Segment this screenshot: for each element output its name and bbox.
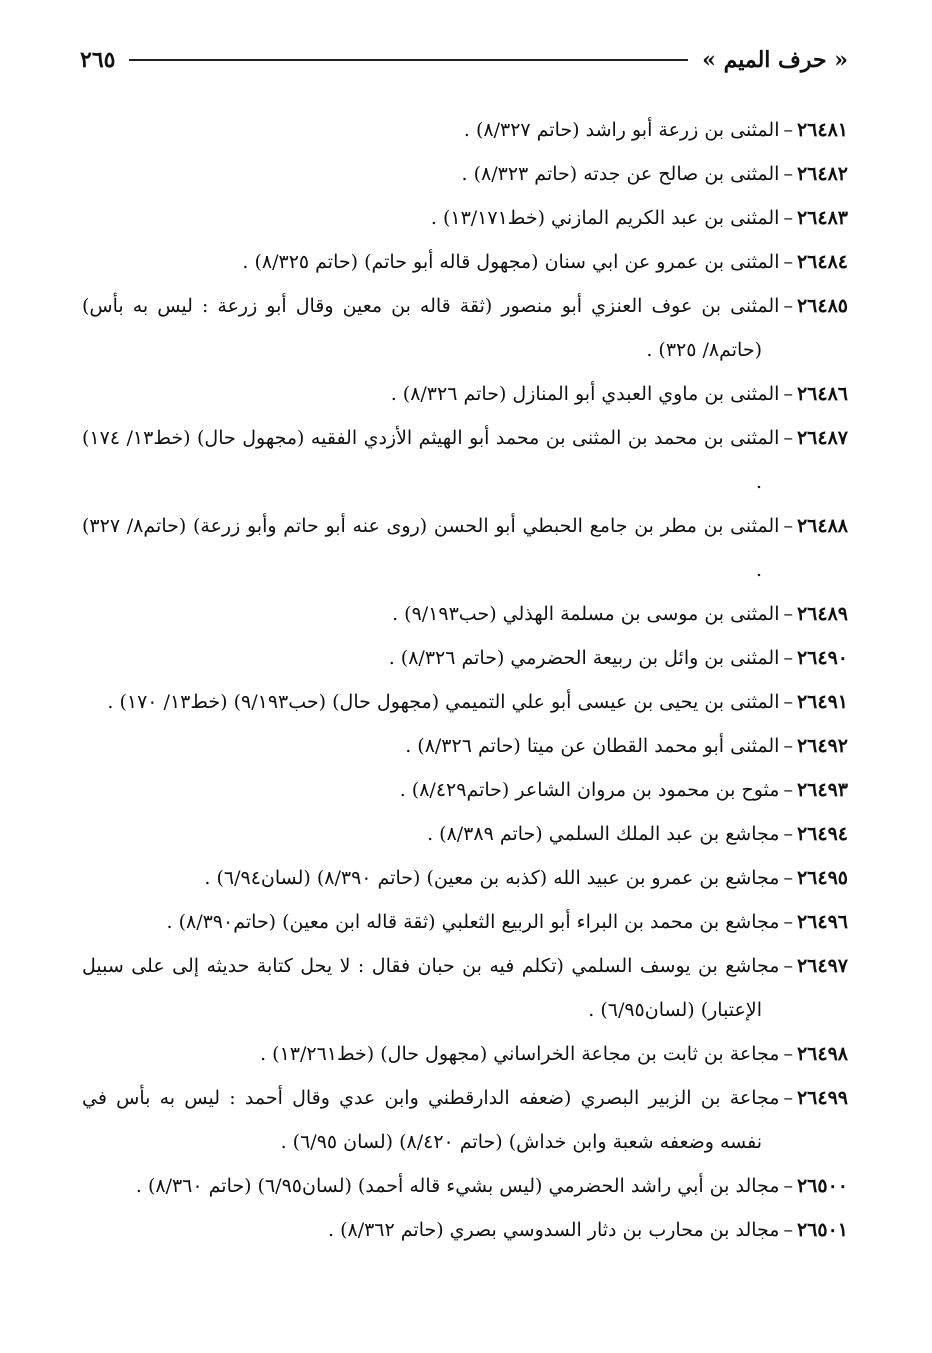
header-rule xyxy=(129,59,688,61)
entry-text: المثنى بن موسى بن مسلمة الهذلي (حب٩/١٩٣) . xyxy=(392,603,780,625)
list-item: ٢٦٥٠١–مجالد بن محارب بن دثار السدوسي بصري (حاتم ٨/٣٦٢) . xyxy=(327,1219,848,1241)
list-item: ٢٦٤٨٩–المثنى بن موسى بن مسلمة الهذلي (حب٩/١٩٣) . xyxy=(392,603,848,625)
entry-text: مثوح بن محمود بن مروان الشاعر (حاتم٨/٤٢٩) . xyxy=(399,779,780,801)
list-item: ٢٦٤٨٧–المثنى بن محمد بن المثنى بن محمد أبو الهيثم الأزدي الفقيه (مجهول حال) (خط١٣/ ١٧٤) . xyxy=(82,427,848,493)
running-title: « حرف الميم » xyxy=(702,47,848,73)
list-item: ٢٦٤٨١–المثنى بن زرعة أبو راشد (حاتم ٨/٣٢٧) . xyxy=(463,119,848,141)
entry-number: ٢٦٥٠١ xyxy=(796,1219,848,1241)
list-item: ٢٦٤٩٦–مجاشع بن محمد بن البراء أبو الربيع الثعلبي (ثقة قاله ابن معين) (حاتم٨/٣٩٠) . xyxy=(166,911,848,933)
entry-text: مجالد بن محارب بن دثار السدوسي بصري (حاتم ٨/٣٦٢) . xyxy=(327,1219,780,1241)
list-item: ٢٦٥٠٠–مجالد بن أبي راشد الحضرمي (ليس بشيء قاله أحمد) (لسان٦/٩٥) (حاتم ٨/٣٦٠) . xyxy=(135,1175,848,1197)
entry-text: المثنى بن عبد الكريم المازني (خط١٣/١٧١) . xyxy=(430,207,780,229)
entry-number: ٢٦٤٩٤ xyxy=(796,823,848,845)
list-item: ٢٦٤٨٦–المثنى بن ماوي العبدي أبو المنازل (حاتم ٨/٣٢٦) . xyxy=(390,383,848,405)
entry-number: ٢٦٥٠٠ xyxy=(796,1175,848,1197)
entry-text: مجاشع بن يوسف السلمي (تكلم فيه بن حبان فقال : لا يحل كتابة حديثه إلى على سبيل الإعتبار) (لسان٦/٩٥) . xyxy=(82,955,780,1021)
entry-number: ٢٦٤٨٩ xyxy=(796,603,848,625)
entry-number: ٢٦٤٩١ xyxy=(796,691,848,713)
page-number: ٢٦٥ xyxy=(80,47,116,73)
entry-number: ٢٦٤٩٥ xyxy=(796,867,848,889)
entry-number: ٢٦٤٩٣ xyxy=(796,779,848,801)
entry-number: ٢٦٤٨٤ xyxy=(796,251,848,273)
entry-number: ٢٦٤٩٩ xyxy=(796,1087,848,1109)
list-item: ٢٦٤٩٤–مجاشع بن عبد الملك السلمي (حاتم ٨/٣٨٩) . xyxy=(427,823,848,845)
entry-text: المثنى بن مطر بن جامع الحبطي أبو الحسن (روى عنه أبو حاتم وأبو زرعة) (حاتم٨/ ٣٢٧) . xyxy=(82,515,780,581)
list-item: ٢٦٤٨٣–المثنى بن عبد الكريم المازني (خط١٣/١٧١) . xyxy=(430,207,848,229)
list-item: ٢٦٤٨٨–المثنى بن مطر بن جامع الحبطي أبو الحسن (روى عنه أبو حاتم وأبو زرعة) (حاتم٨/ ٣٢٧) . xyxy=(82,515,848,581)
entry-text: مجاعة بن ثابت بن مجاعة الخراساني (مجهول حال) (خط١٣/٢٦١) . xyxy=(260,1043,780,1065)
entry-text: المثنى بن وائل بن ربيعة الحضرمي (حاتم ٨/٣٢٦) . xyxy=(388,647,780,669)
entry-number: ٢٦٤٨٣ xyxy=(796,207,848,229)
list-item: ٢٦٤٨٥–المثنى بن عوف العنزي أبو منصور (ثقة قاله بن معين وقال أبو زرعة : ليس به بأس) (حاتم٨/ ٣٢٥) . xyxy=(82,295,848,361)
entry-text: مجاشع بن عمرو بن عبيد الله (كذبه بن معين) (حاتم ٨/٣٩٠) (لسان٦/٩٤) . xyxy=(204,867,780,889)
entry-list xyxy=(82,108,848,1252)
entry-text: مجاعة بن الزبير البصري (ضعفه الدارقطني وابن عدي وقال أحمد : ليس به بأس في نفسه وضعفه شعبة وابن خداش) (حاتم ٨/٤٢٠) (لسان ٦/٩٥) . xyxy=(82,1087,780,1153)
entry-number: ٢٦٤٨٨ xyxy=(796,515,848,537)
list-item: ٢٦٤٨٤–المثنى بن عمرو عن ابي سنان (مجهول قاله أبو حاتم) (حاتم ٨/٣٢٥) . xyxy=(242,251,848,273)
page-header xyxy=(80,40,848,80)
entry-text: المثنى بن عوف العنزي أبو منصور (ثقة قاله بن معين وقال أبو زرعة : ليس به بأس) (حاتم٨/ ٣٢٥) . xyxy=(82,295,780,361)
list-item: ٢٦٤٩٣–مثوح بن محمود بن مروان الشاعر (حاتم٨/٤٢٩) . xyxy=(399,779,848,801)
entry-text: المثنى بن عمرو عن ابي سنان (مجهول قاله أبو حاتم) (حاتم ٨/٣٢٥) . xyxy=(242,251,780,273)
list-item: ٢٦٤٩٠–المثنى بن وائل بن ربيعة الحضرمي (حاتم ٨/٣٢٦) . xyxy=(388,647,848,669)
list-item: ٢٦٤٨٢–المثنى بن صالح عن جدته (حاتم ٨/٣٢٣) . xyxy=(461,163,848,185)
entry-number: ٢٦٤٩٦ xyxy=(796,911,848,933)
entry-number: ٢٦٤٨٢ xyxy=(796,163,848,185)
entry-text: المثنى بن محمد بن المثنى بن محمد أبو الهيثم الأزدي الفقيه (مجهول حال) (خط١٣/ ١٧٤) . xyxy=(82,427,780,493)
list-item: ٢٦٤٩٩–مجاعة بن الزبير البصري (ضعفه الدارقطني وابن عدي وقال أحمد : ليس به بأس في نفسه وضعفه شعبة وابن خداش) (حاتم ٨/٤٢٠) (لسان ٦/٩٥) . xyxy=(82,1087,848,1153)
list-item: ٢٦٤٩٨–مجاعة بن ثابت بن مجاعة الخراساني (مجهول حال) (خط١٣/٢٦١) . xyxy=(260,1043,848,1065)
entry-text: مجاشع بن عبد الملك السلمي (حاتم ٨/٣٨٩) . xyxy=(427,823,780,845)
entry-text: المثنى أبو محمد القطان عن ميتا (حاتم ٨/٣٢٦) . xyxy=(405,735,780,757)
entry-text: المثنى بن يحيى بن عيسى أبو علي التميمي (مجهول حال) (حب٩/١٩٣) (خط١٣/ ١٧٠) . xyxy=(107,691,780,713)
entry-text: مجاشع بن محمد بن البراء أبو الربيع الثعلبي (ثقة قاله ابن معين) (حاتم٨/٣٩٠) . xyxy=(166,911,780,933)
entry-number: ٢٦٤٨٦ xyxy=(796,383,848,405)
list-item: ٢٦٤٩٢–المثنى أبو محمد القطان عن ميتا (حاتم ٨/٣٢٦) . xyxy=(405,735,848,757)
entry-number: ٢٦٤٩٧ xyxy=(796,955,848,977)
list-item: ٢٦٤٩٧–مجاشع بن يوسف السلمي (تكلم فيه بن حبان فقال : لا يحل كتابة حديثه إلى على سبيل الإعتبار) (لسان٦/٩٥) . xyxy=(82,955,848,1021)
entry-number: ٢٦٤٩٢ xyxy=(796,735,848,757)
entry-number: ٢٦٤٩٨ xyxy=(796,1043,848,1065)
entry-text: مجالد بن أبي راشد الحضرمي (ليس بشيء قاله أحمد) (لسان٦/٩٥) (حاتم ٨/٣٦٠) . xyxy=(135,1175,780,1197)
entry-number: ٢٦٤٩٠ xyxy=(796,647,848,669)
entry-number: ٢٦٤٨٥ xyxy=(796,295,848,317)
list-item: ٢٦٤٩١–المثنى بن يحيى بن عيسى أبو علي التميمي (مجهول حال) (حب٩/١٩٣) (خط١٣/ ١٧٠) . xyxy=(107,691,848,713)
list-item: ٢٦٤٩٥–مجاشع بن عمرو بن عبيد الله (كذبه بن معين) (حاتم ٨/٣٩٠) (لسان٦/٩٤) . xyxy=(204,867,848,889)
entry-text: المثنى بن صالح عن جدته (حاتم ٨/٣٢٣) . xyxy=(461,163,780,185)
entry-number: ٢٦٤٨١ xyxy=(796,119,848,141)
entry-text: المثنى بن ماوي العبدي أبو المنازل (حاتم ٨/٣٢٦) . xyxy=(390,383,780,405)
entry-number: ٢٦٤٨٧ xyxy=(796,427,848,449)
entry-text: المثنى بن زرعة أبو راشد (حاتم ٨/٣٢٧) . xyxy=(463,119,780,141)
